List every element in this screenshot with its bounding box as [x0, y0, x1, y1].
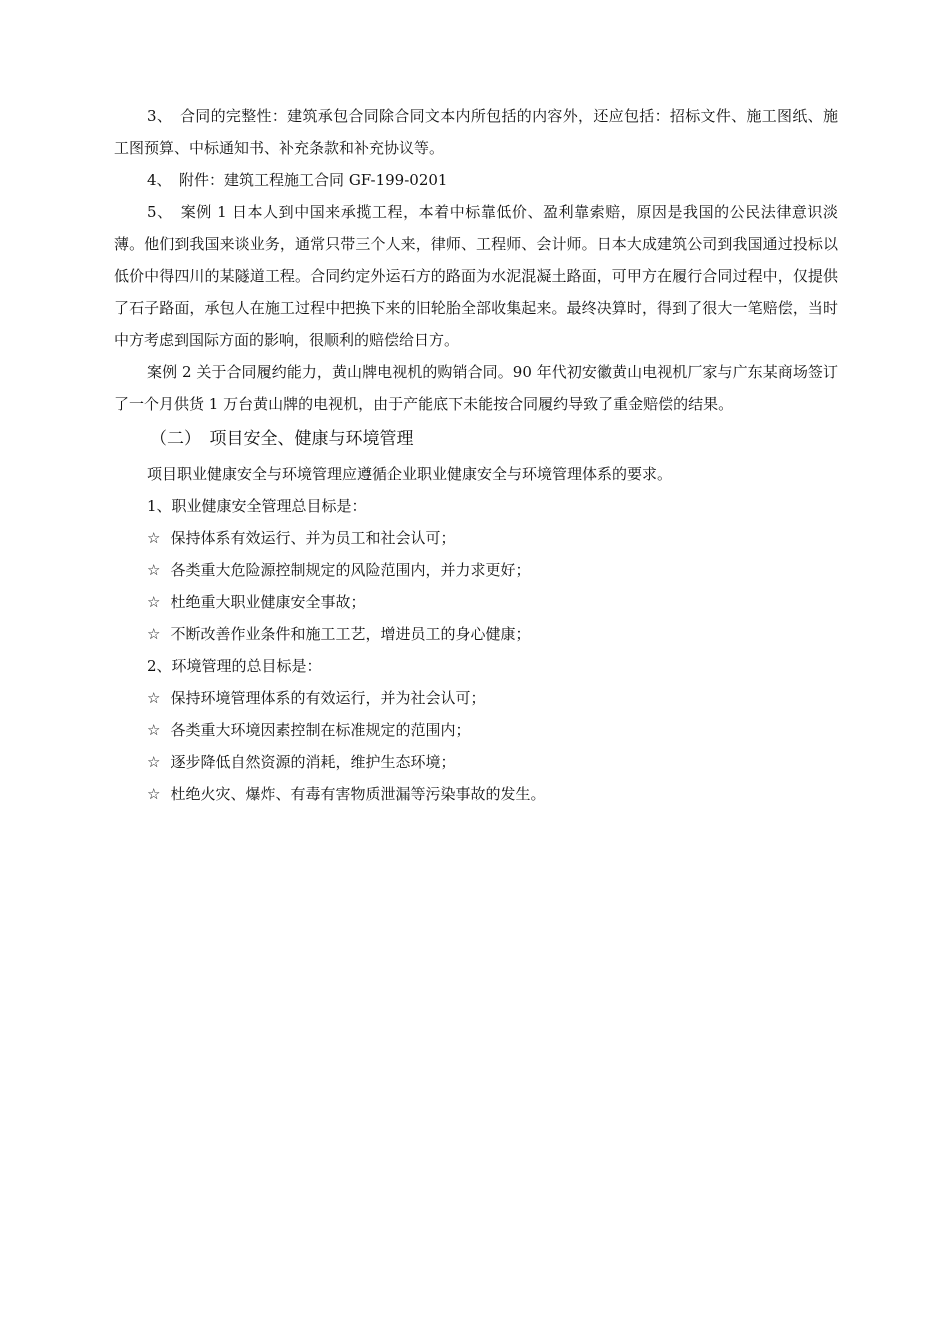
- list-item-text: 杜绝重大职业健康安全事故；: [170, 593, 366, 611]
- star-icon: ☆: [147, 785, 161, 803]
- list-item-text: 各类重大危险源控制规定的风险范围内，并力求更好；: [170, 561, 531, 579]
- star-icon: ☆: [147, 625, 161, 643]
- star-icon: ☆: [147, 721, 161, 739]
- list-item: [114, 618, 838, 650]
- list-item: [114, 682, 838, 714]
- list-item-text: 各类重大环境因素控制在标准规定的范围内；: [170, 721, 471, 739]
- list-item: [114, 586, 838, 618]
- list-item: [114, 714, 838, 746]
- paragraph-attachment: 4、 附件：建筑工程施工合同 GF-199-0201: [147, 171, 448, 189]
- list-item: [114, 522, 838, 554]
- environment-goals-heading: 2、环境管理的总目标是：: [147, 657, 322, 675]
- section-heading: （二） 项目安全、健康与环境管理: [150, 429, 414, 449]
- list-item-text: 不断改善作业条件和施工工艺，增进员工的身心健康；: [170, 625, 531, 643]
- safety-goals-heading: 1、职业健康安全管理总目标是：: [147, 497, 367, 515]
- list-item-text: 保持体系有效运行、并为员工和社会认可；: [170, 529, 456, 547]
- section-intro: 项目职业健康安全与环境管理应遵循企业职业健康安全与环境管理体系的要求。: [147, 465, 673, 483]
- paragraph-case-1: 5、 案例 1 日本人到中国来承揽工程，本着中标靠低价、盈利靠索赔，原因是我国的公民法律意识淡薄。他们到我国来谈业务，通常只带三个人来，律师、工程师、会计师。日本大成建筑公司到我国通过投标以低价中得四川的某隧道工程。合同约定外运石方的路面为水泥混凝土路面，可甲方在履行合同过程中，仅提供了石子路面，承包人在施工过程中把换下来的旧轮胎全部收集起来。最终决算时，得到了很大一笔赔偿，当时中方考虑到国际方面的影响，很顺利的赔偿给日方。: [114, 203, 838, 349]
- star-icon: ☆: [147, 753, 161, 771]
- paragraph-contract-completeness: 3、 合同的完整性：建筑承包合同除合同文本内所包括的内容外，还应包括：招标文件、施工图纸、施工图预算、中标通知书、补充条款和补充协议等。: [114, 107, 838, 157]
- star-icon: ☆: [147, 529, 161, 547]
- list-item-text: 杜绝火灾、爆炸、有毒有害物质泄漏等污染事故的发生。: [170, 785, 546, 803]
- page-content: [114, 100, 838, 810]
- star-icon: ☆: [147, 593, 161, 611]
- list-item: [114, 554, 838, 586]
- list-item-text: 保持环境管理体系的有效运行，并为社会认可；: [170, 689, 486, 707]
- star-icon: ☆: [147, 561, 161, 579]
- paragraph-case-2: 案例 2 关于合同履约能力，黄山牌电视机的购销合同。90 年代初安徽黄山电视机厂家与广东某商场签订了一个月供货 1 万台黄山牌的电视机，由于产能底下未能按合同履约导致了重金赔偿的结果。: [114, 363, 838, 413]
- list-item: [114, 746, 838, 778]
- list-item: [114, 778, 838, 810]
- list-item-text: 逐步降低自然资源的消耗，维护生态环境；: [170, 753, 456, 771]
- star-icon: ☆: [147, 689, 161, 707]
